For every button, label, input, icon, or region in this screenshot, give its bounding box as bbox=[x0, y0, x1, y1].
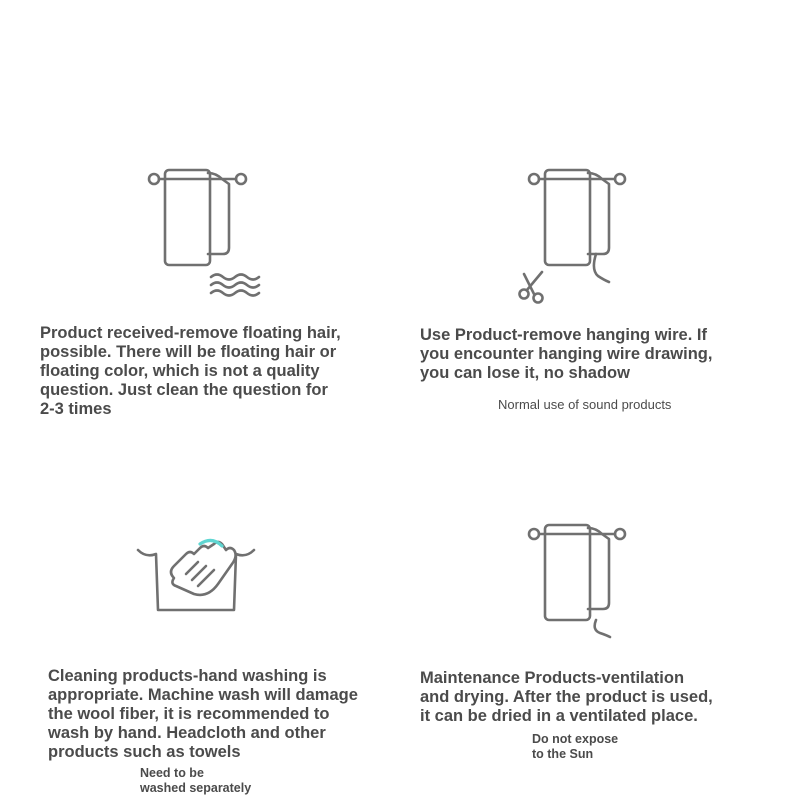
item-heading-hand-washing: Cleaning products-hand washing is appropriate. Machine wash will damage the wool fiber, it is recommended to wash by hand. Headcloth and other products such as towels bbox=[48, 667, 358, 761]
item-note-wash-separately: Need to be washed separately bbox=[140, 766, 252, 795]
item-heading-remove-hanging-wire: Use Product-remove hanging wire. If you encounter hanging wire drawing, you can lose it, no shadow bbox=[420, 326, 713, 382]
towel-rack-waves-icon bbox=[140, 160, 275, 300]
item-note-no-sun: Do not expose to the Sun bbox=[532, 732, 619, 761]
hand-wash-basin-icon bbox=[134, 528, 259, 618]
towel-rack-dry-icon bbox=[512, 515, 637, 645]
item-heading-ventilation-drying: Maintenance Products-ventilation and drying. After the product is used, it can be dried in a ventilated place. bbox=[420, 669, 713, 725]
item-heading-remove-floating-hair: Product received-remove floating hair, possible. There will be floating hair or floating color, which is not a quality question. Just clean the question for 2-3 times bbox=[40, 324, 341, 418]
towel-rack-scissors-icon bbox=[512, 160, 637, 310]
item-note-sound-products: Normal use of sound products bbox=[498, 397, 672, 412]
